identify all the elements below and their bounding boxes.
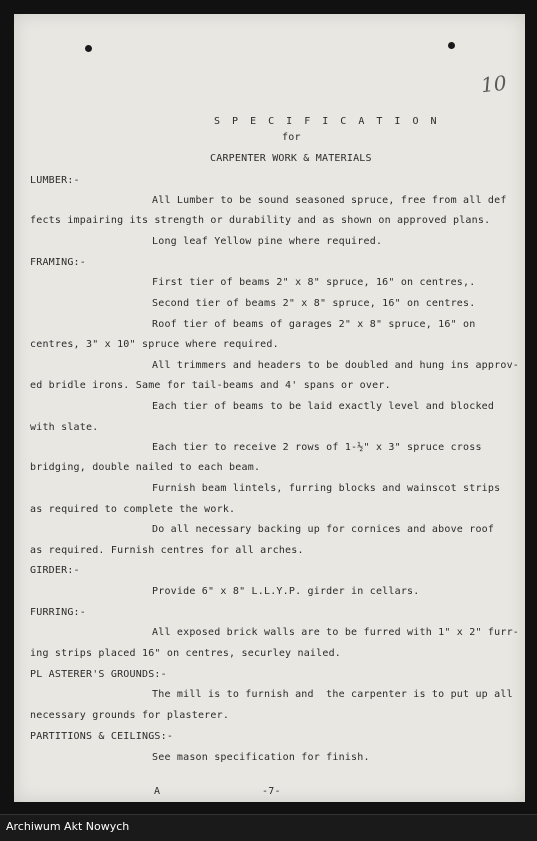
body-line: ing strips placed 16" on centres, securley nailed. <box>30 648 342 659</box>
body-line: with slate. <box>30 422 99 433</box>
body-line: The mill is to furnish and the carpenter is to put up all <box>152 689 513 700</box>
body-line: Each tier of beams to be laid exactly level and blocked <box>152 401 495 412</box>
section-heading-furring: FURRING:- <box>30 607 86 618</box>
footer-page-number: -7- <box>262 786 281 797</box>
body-line: as required. Furnish centres for all arches. <box>30 545 304 556</box>
body-line: First tier of beams 2" x 8" spruce, 16" on centres,. <box>152 277 476 288</box>
body-line: necessary grounds for plasterer. <box>30 710 230 721</box>
body-line: Each tier to receive 2 rows of 1-½" x 3" spruce cross <box>152 442 482 453</box>
body-line: Provide 6" x 8" L.L.Y.P. girder in cellars. <box>152 586 420 597</box>
section-heading-framing: FRAMING:- <box>30 257 86 268</box>
body-line: Second tier of beams 2" x 8" spruce, 16" on centres. <box>152 298 476 309</box>
section-heading-lumber: LUMBER:- <box>30 175 80 186</box>
body-line: Do all necessary backing up for cornices and above roof <box>152 524 495 535</box>
section-heading-partitions-ceilings: PARTITIONS & CEILINGS:- <box>30 731 174 742</box>
archive-label: Archiwum Akt Nowych <box>6 820 130 833</box>
body-line: Long leaf Yellow pine where required. <box>152 236 383 247</box>
document-page <box>14 14 525 802</box>
section-heading-girder: GIRDER:- <box>30 565 80 576</box>
archive-caption-bar <box>0 814 537 841</box>
title-line-3: CARPENTER WORK & MATERIALS <box>210 153 372 164</box>
body-line: as required to complete the work. <box>30 504 236 515</box>
punch-hole-right <box>448 42 455 49</box>
body-line: fects impairing its strength or durability and as shown on approved plans. <box>30 215 491 226</box>
body-line: Furnish beam lintels, furring blocks and wainscot strips <box>152 483 501 494</box>
body-line: centres, 3" x 10" spruce where required. <box>30 339 279 350</box>
body-line: See mason specification for finish. <box>152 752 370 763</box>
handwritten-page-number: 10 <box>479 70 508 98</box>
punch-hole-left <box>85 45 92 52</box>
body-line: bridging, double nailed to each beam. <box>30 462 261 473</box>
section-heading-plasterers-grounds: PL ASTERER'S GROUNDS:- <box>30 669 167 680</box>
body-line: All exposed brick walls are to be furred with 1" x 2" furr- <box>152 627 520 638</box>
body-line: Roof tier of beams of garages 2" x 8" spruce, 16" on <box>152 319 476 330</box>
title-line-2: for <box>282 132 301 143</box>
title-line-1: S P E C I F I C A T I O N <box>214 116 440 127</box>
footer-letter: A <box>154 786 161 797</box>
body-line: All Lumber to be sound seasoned spruce, free from all def <box>152 195 507 206</box>
body-line: All trimmers and headers to be doubled and hung ins approv- <box>152 360 520 371</box>
body-line: ed bridle irons. Same for tail-beams and 4' spans or over. <box>30 380 391 391</box>
